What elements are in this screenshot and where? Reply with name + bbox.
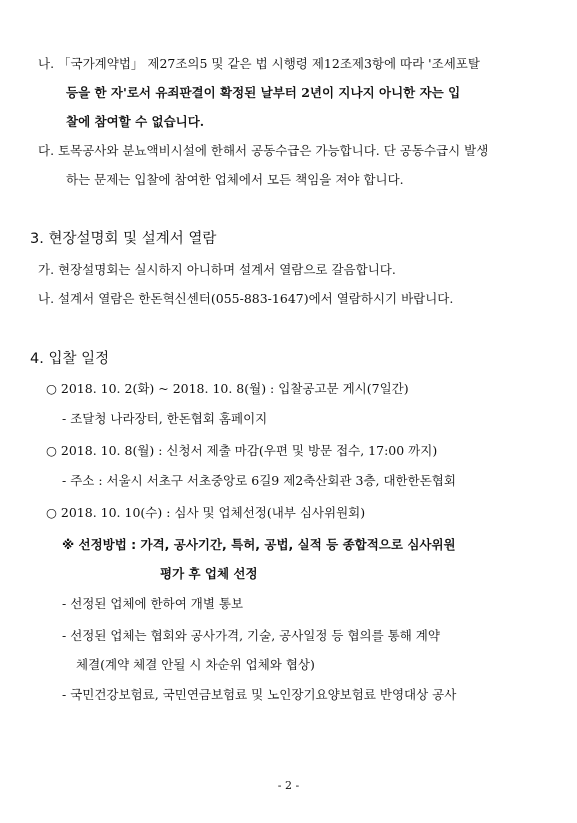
schedule-item-3: ○ 2018. 10. 10(수) : 심사 및 업체선정(내부 심사위원회) bbox=[46, 505, 366, 520]
selection-detail-2-line1: - 선정된 업체는 협회와 공사가격, 기술, 공사일정 등 협의를 통해 계약 bbox=[62, 628, 440, 643]
clause-na-line2: 등을 한 자'로서 유죄판결이 확정된 날부터 2년이 지나지 아니한 자는 입 bbox=[66, 85, 461, 100]
schedule-item-1: ○ 2018. 10. 2(화) ~ 2018. 10. 8(월) : 입찰공고문 게시(7일간) bbox=[46, 381, 409, 396]
section-3-heading: 3. 현장설명회 및 설계서 열람 bbox=[30, 231, 217, 247]
clause-da-line2: 하는 문제는 입찰에 참여한 업체에서 모든 책임을 져야 합니다. bbox=[66, 172, 404, 187]
section-4-heading: 4. 입찰 일정 bbox=[30, 351, 110, 367]
schedule-item-2-detail: - 주소 : 서울시 서초구 서초중앙로 6길9 제2축산회관 3층, 대한한돈협회 bbox=[62, 473, 456, 488]
clause-da-line1: 다. 토목공사와 분뇨액비시설에 한해서 공동수급은 가능합니다. 단 공동수급시 발생 bbox=[38, 143, 489, 158]
selection-method-note-line2: 평가 후 업체 선정 bbox=[160, 566, 258, 581]
schedule-item-1-detail: - 조달청 나라장터, 한돈협회 홈페이지 bbox=[62, 411, 268, 426]
clause-na-line3: 찰에 참여할 수 없습니다. bbox=[66, 114, 205, 129]
section-3-item-na: 나. 설계서 열람은 한돈혁신센터(055-883-1647)에서 열람하시기 바랍니다. bbox=[38, 291, 454, 306]
selection-method-note-line1: ※ 선정방법 : 가격, 공사기간, 특허, 공법, 실적 등 종합적으로 심사위원 bbox=[62, 537, 456, 552]
selection-detail-3: - 국민건강보험료, 국민연금보험료 및 노인장기요양보험료 반영대상 공사 bbox=[62, 687, 457, 702]
section-3-item-ga: 가. 현장설명회는 실시하지 아니하며 설계서 열람으로 갈음합니다. bbox=[38, 262, 396, 277]
schedule-item-2: ○ 2018. 10. 8(월) : 신청서 제출 마감(우편 및 방문 접수, 17:00 까지) bbox=[46, 443, 438, 458]
selection-detail-1: - 선정된 업체에 한하여 개별 통보 bbox=[62, 596, 244, 611]
page-number: - 2 - bbox=[277, 779, 300, 792]
selection-detail-2-line2: 체결(계약 체결 안될 시 차순위 업체와 협상) bbox=[76, 657, 315, 672]
clause-na-line1: 나. 「국가계약법」 제27조의5 및 같은 법 시행령 제12조제3항에 따라 '조세포탈 bbox=[38, 56, 480, 71]
